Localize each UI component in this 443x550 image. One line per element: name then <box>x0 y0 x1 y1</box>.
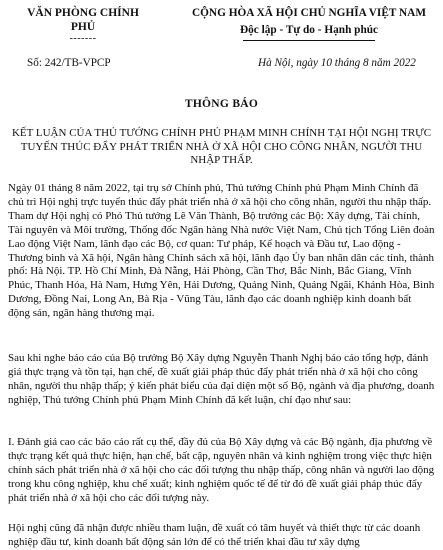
document-number: Số: 242/TB-VPCP <box>27 57 111 69</box>
paragraph-1: Ngày 01 tháng 8 năm 2022, tại trụ sở Chính phủ, Thủ tướng Chính phủ Phạm Minh Chính đã chủ trì Hội nghị trực tuyến thúc đẩy phát triển nhà ở xã hội cho công nhân, người thu nhập thấp. Tham dự Hội nghị có Phó Thủ tướng Lê Văn Thành, Bộ trưởng các Bộ: Xây dựng, Tài chính, Tài nguyên và Môi trường, Thống đốc Ngân hàng Nhà nước Việt Nam, Chủ tịch Tổng Liên đoàn Lao động Việt Nam, lãnh đạo các Bộ, cơ quan: Tư pháp, Kế hoạch và Đầu tư, Lao động - Thương binh và Xã hội, Ngân hàng Chính sách xã hội, lãnh đạo Ủy ban nhân dân các tỉnh, thành phố: Hà Nội. TP. Hồ Chí Minh, Đà Nẵng, Hải Phòng, Cần Thơ, Bắc Ninh, Bắc Giang, Vĩnh Phúc, Thanh Hóa, Hà Nam, Hưng Yên, Hải Dương, Quảng Ninh, Quảng Ngãi, Khánh Hòa, Bình Dương, Đồng Nai, Long An, Bà Rịa - Vũng Tàu, lãnh đạo các doanh nghiệp kinh doanh bất động sản, ngân hàng thương mại. <box>8 182 435 320</box>
agency-separator: ------- <box>69 33 97 44</box>
national-motto: Độc lập - Tự do - Hạnh phúc <box>239 24 379 36</box>
document-title: THÔNG BÁO <box>184 98 259 110</box>
motto-underline <box>243 40 375 41</box>
issue-date: Hà Nội, ngày 10 tháng 8 năm 2022 <box>258 57 416 69</box>
document-subject: KẾT LUẬN CỦA THỦ TƯỚNG CHÍNH PHỦ PHẠM MINH CHÍNH TẠI HỘI NGHỊ TRỰC TUYẾN THÚC ĐẨY PHÁT TRIỂN NHÀ Ở XÃ HỘI CHO CÔNG NHÂN, NGƯỜI THU NHẬP THẤP. <box>11 127 432 167</box>
paragraph-2: Sau khi nghe báo cáo của Bộ trưởng Bộ Xây dựng Nguyễn Thanh Nghị báo cáo tổng hợp, đánh giá thực trạng và tồn tại, hạn chế, đề xuất giải pháp thúc đẩy phát triển nhà ở xã hội cho công nhân, người thu nhập thấp; ý kiến phát biểu của đại diện một số Bộ, ngành và địa phương, doanh nghiệp, Thủ tướng Chính phủ Phạm Minh Chính đã kết luận, chỉ đạo như sau: <box>8 352 435 406</box>
issuing-agency-block <box>8 6 158 44</box>
agency-name-line2: PHỦ <box>70 21 96 33</box>
nation-name: CỘNG HÒA XÃ HỘI CHỦ NGHĨA VIỆT NAM <box>191 7 427 19</box>
paragraph-3: I. Đánh giá cao các báo cáo rất cụ thể, đầy đủ của Bộ Xây dựng và các Bộ ngành, địa phương về thực trạng kết quả thực hiện, hạn chế, bất cập, nguyên nhân và kinh nghiệm trong việc thực hiện chính sách phát triển nhà ở xã hội cho các đối tượng thu nhập thấp, công nhân và người lao động trong khu công nghiệp, khu chế xuất; kinh nghiệm quốc tế để từ đó đề xuất giải pháp thúc đẩy phát triển nhà ở xã hội cho các đối tượng này. <box>8 436 435 504</box>
national-header-block <box>178 6 440 41</box>
agency-name-line1: VĂN PHÒNG CHÍNH <box>27 7 139 19</box>
paragraph-4: Hội nghị cũng đã nhận được nhiều tham luận, đề xuất có tâm huyết và thiết thực từ các doanh nghiệp đầu tư, kinh doanh bất động sản lớn để có thể triển khai đầu tư xây dựng <box>8 522 421 548</box>
